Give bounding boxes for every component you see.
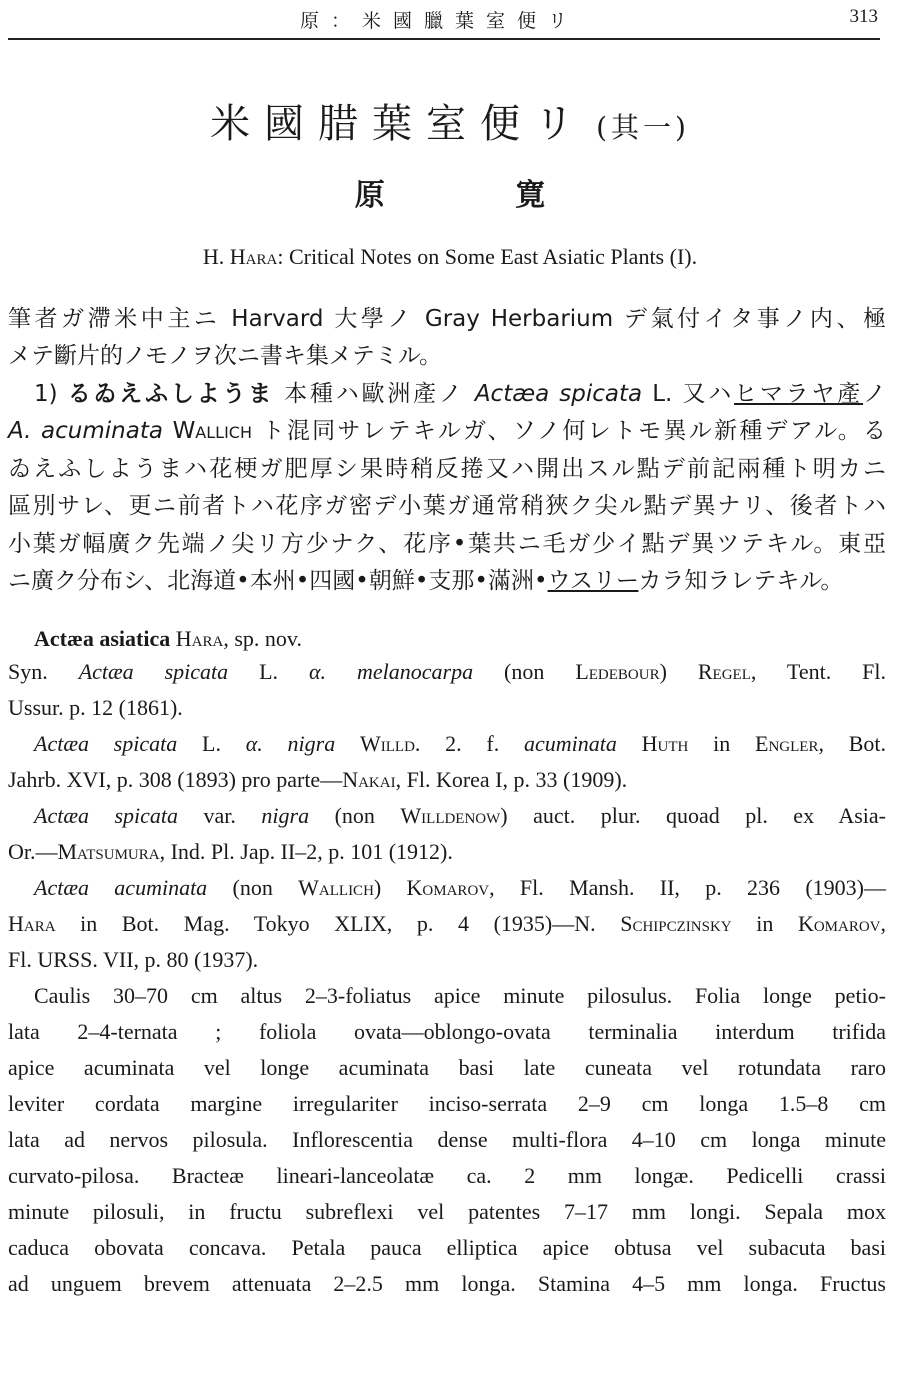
text-segment: 2. f. [420,731,525,756]
text-segment: caduca obovata concava. Petala pauca elliptica apice obtusa vel subacuta basi [8,1235,886,1260]
underlined-text: ヒマラヤ產 [734,381,864,407]
author-name-text: Ledebour [575,659,660,684]
text-line [34,875,886,901]
text-line [8,412,886,445]
author-name-text: Komarov [406,875,490,900]
running-title: 原：米國臘葉室便リ [300,10,580,32]
italic-text: α. melanocarpa [309,659,474,684]
text-segment: (non [309,803,401,828]
italic-text: Actæa spicata [78,659,229,684]
text-line [8,767,886,793]
text-line [8,450,886,483]
italic-text: Actæa acuminata [34,875,208,900]
text-line [8,911,886,937]
text-segment: in Bot. Mag. Tokyo XLIX, p. 4 (1935)—N. [55,911,621,936]
text-line [8,1055,886,1081]
text-segment: カラ知ラレテキル。 [638,568,844,594]
bold-text: るゐえふしようま [67,381,275,407]
text-segment: Ussur. p. 12 (1861). [8,695,183,720]
english-title-text: : Critical Notes on Some East Asiatic Plants (I). [277,244,698,269]
author-name-text: Komarov [797,911,881,936]
text-segment: leviter cordata margine irregulariter inciso-serrata 2–9 cm longa 1.5–8 cm [8,1091,886,1116]
author-name-text: Regel [697,659,751,684]
text-line [8,839,886,865]
underlined-text: ウスリー [547,568,639,594]
text-segment: 小葉ガ幅廣ク先端ノ尖リ方少ナク、花序•葉共ニ毛ガ少イ點デ異ツテキル。東亞 [8,531,886,557]
author-name-text: Hara [8,911,56,936]
author-name-text: Wallich [172,418,252,444]
text-segment [335,731,360,756]
text-line [8,1163,886,1189]
text-segment: lata 2–4-ternata ; foliola ovata—oblongo-ovata terminalia interdum trifida [8,1019,886,1044]
text-line [34,626,886,652]
author-name-text: Schipczinsky [620,911,732,936]
text-segment: (non [207,875,299,900]
running-header [0,4,900,38]
text-segment: Caulis 30–70 cm altus 2–3-foliatus apice minute pilosulus. Folia longe petio- [34,983,886,1008]
author-name-text: Huth [641,731,689,756]
text-line [8,1199,886,1225]
text-line [8,487,886,520]
text-line [8,1091,886,1117]
text-segment: , sp. nov. [223,626,302,651]
text-line [34,731,886,757]
author-name-text: Willdenow [400,803,501,828]
italic-text: A. acuminata [8,418,163,444]
text-line [8,695,886,721]
italic-text: acuminata [524,731,617,756]
text-segment: apice acuminata vel longe acuminata basi late cuneata vel rotundata raro [8,1055,886,1080]
text-segment: Or.— [8,839,58,864]
text-segment: , Tent. Fl. [750,659,886,684]
text-segment: , Fl. Korea I, p. 33 (1909). [395,767,628,792]
text-line [8,1019,886,1045]
text-segment [163,418,173,444]
text-line [8,1235,886,1261]
author-name-text: Engler, [755,731,824,756]
italic-text: Actæa spicata [34,731,178,756]
text-line [8,300,886,333]
text-segment: ト混同サレテキルガ、ソノ何レトモ異ル新種デアル。る [252,418,886,444]
italic-text: α. nigra [245,731,336,756]
page-number: 313 [849,6,878,27]
text-line [8,337,886,370]
article-title-part: (其一) [596,111,690,144]
bold-text: Actæa asiatica [34,626,171,651]
text-segment: minute pilosuli, in fructu subreflexi vel patentes 7–17 mm longi. Sepala mox [8,1199,886,1224]
text-line [8,947,886,973]
text-segment: var. [178,803,262,828]
text-segment: in [688,731,756,756]
text-segment: 區別サレ、更ニ前者トハ花序ガ密デ小葉ガ通常稍狹ク尖ル點デ異ナリ、後者トハ [8,493,886,519]
author-name-text: Hara [175,626,224,651]
text-segment: ) auct. plur. quoad pl. ex Asia- [500,803,886,828]
english-title-author: H. Hara [202,244,278,269]
text-segment: 1) [34,381,68,407]
text-line [8,562,886,595]
text-segment: , [880,911,886,936]
text-segment: ノ [863,381,887,407]
text-line [34,983,886,1009]
text-segment: in [731,911,798,936]
english-title [0,244,900,270]
text-segment: curvato-pilosa. Bracteæ lineari-lanceolatæ ca. 2 mm longæ. Pedicelli crassi [8,1163,886,1188]
text-segment: ニ廣ク分布シ、北海道•本州•四國•朝鮮•支那•滿洲• [8,568,548,594]
text-line [8,525,886,558]
author-name: 原 寛 [354,178,606,213]
text-segment: Fl. URSS. VII, p. 80 (1937). [8,947,259,972]
author-name-text: Wallich [298,875,374,900]
text-line [8,1271,886,1297]
text-segment: L. [228,659,309,684]
text-segment: (non [473,659,576,684]
author-name-text: Nakai [342,767,396,792]
author-name-text: Willd. [360,731,421,756]
text-segment: ゐえふしようまハ花梗ガ肥厚シ果時稍反捲又ハ開出スル點デ前記兩種ト明カニ [8,456,886,482]
text-segment: ) [373,875,407,900]
text-segment: メテ斷片的ノモノヲ次ニ書キ集メテミル。 [8,343,443,369]
text-segment: ) [659,659,698,684]
author-name-text: Matsumura [57,839,160,864]
italic-text: nigra [261,803,310,828]
text-line [8,659,886,685]
text-line [8,1127,886,1153]
text-segment: Syn. [8,659,79,684]
text-line [34,375,886,408]
italic-text: Actæa spicata [474,381,643,407]
text-segment: , Fl. Mansh. II, p. 236 (1903)— [489,875,887,900]
header-rule [8,38,880,40]
article-title [0,92,900,149]
text-segment: ad unguem brevem attenuata 2–2.5 mm longa. Stamina 4–5 mm longa. Fructus [8,1271,886,1296]
text-segment: L. 又ハ [642,381,735,407]
italic-text: Actæa spicata [34,803,179,828]
text-segment [617,731,642,756]
text-segment: lata ad nervos pilosula. Inflorescentia dense multi-flora 4–10 cm longa minute [8,1127,886,1152]
text-segment: , Ind. Pl. Jap. II–2, p. 101 (1912). [159,839,453,864]
text-segment: 筆者ガ滯米中主ニ Harvard 大學ノ Gray Herbarium デ氣付イタ事ノ内、極 [8,306,886,332]
text-segment: 本種ハ歐洲產ノ [274,381,475,407]
text-segment: Jahrb. XVI, p. 308 (1893) pro parte— [8,767,343,792]
text-segment: Bot. [823,731,886,756]
text-segment: L. [177,731,246,756]
article-title-main: 米國腊葉室便リ [210,101,589,147]
text-line [34,803,886,829]
